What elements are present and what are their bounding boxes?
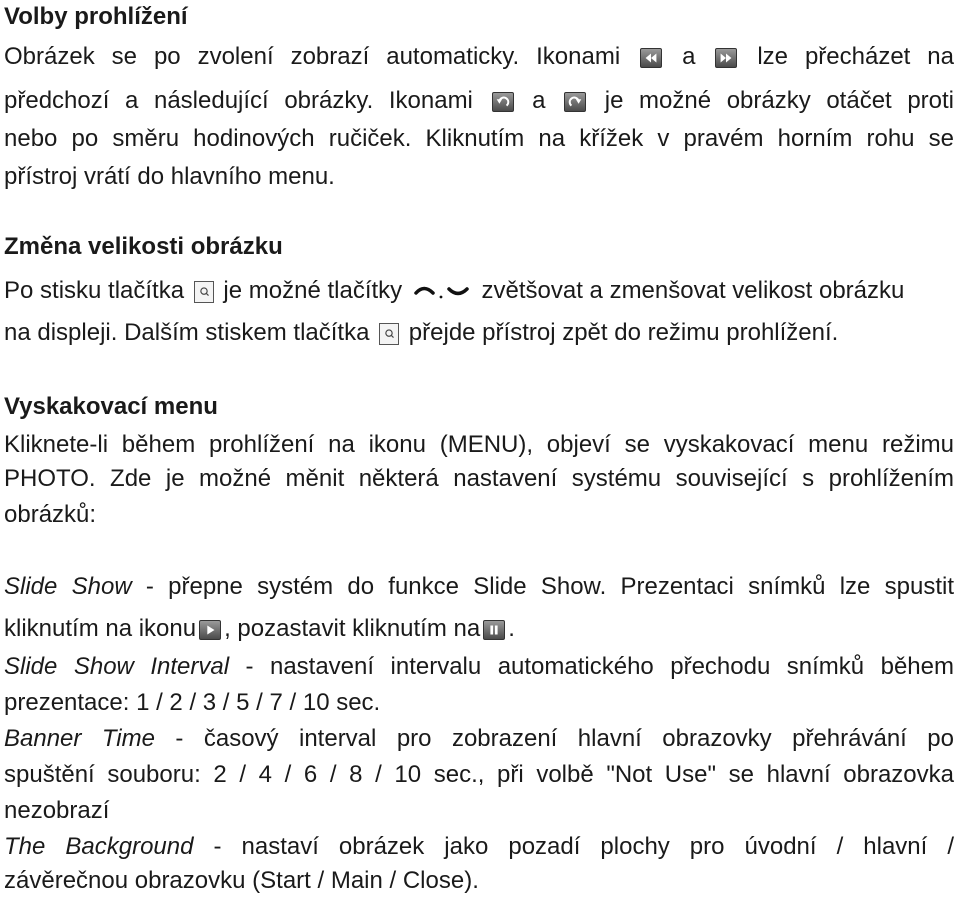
item-term: The Background xyxy=(4,833,194,860)
text-fragment: Obrázek se po zvolení zobrazí automaticky. Ikonami xyxy=(4,43,621,70)
paragraph-line xyxy=(4,42,954,72)
text-fragment: přejde přístroj zpět do režimu prohlížení. xyxy=(408,319,839,346)
paragraph-line: přístroj vrátí do hlavního menu. xyxy=(4,163,335,190)
item-slide-show-interval xyxy=(4,652,954,682)
zoom-icon xyxy=(379,323,399,345)
paragraph-line: nezobrazí xyxy=(4,797,110,824)
next-icon xyxy=(715,48,737,68)
text-fragment: a xyxy=(532,87,546,114)
item-text: - přepne systém do funkce Slide Show. Prezentaci snímků lze spustit xyxy=(131,573,954,600)
text-fragment: Po stisku tlačítka xyxy=(4,277,185,304)
item-text: - nastaví obrázek jako pozadí plochy pro úvodní / hlavní / xyxy=(193,833,955,860)
item-term: Banner Time xyxy=(4,725,155,752)
pause-icon xyxy=(483,620,505,640)
paragraph-line xyxy=(4,86,954,116)
item-term: Slide Show Interval xyxy=(4,653,230,680)
paragraph-line: Kliknete-li během prohlížení na ikonu (MENU), objeví se vyskakovací menu režimu xyxy=(4,431,954,458)
section-title-volby: Volby prohlížení xyxy=(4,3,188,30)
paragraph-line: obrázků: xyxy=(4,501,97,528)
text-fragment: je možné tlačítky xyxy=(223,277,403,304)
paragraph-line: PHOTO. Zde je možné měnit některá nastavení systému související s prohlížením xyxy=(4,465,954,492)
text-fragment: je možné obrázky otáčet proti xyxy=(604,87,955,114)
text-fragment: a xyxy=(682,43,696,70)
text-fragment: zvětšovat a zmenšovat velikost obrázku xyxy=(481,277,905,304)
text-fragment: na displeji. Dalším stiskem tlačítka xyxy=(4,319,370,346)
rotate-left-icon xyxy=(492,92,514,112)
section-title-zmena: Změna velikosti obrázku xyxy=(4,233,283,260)
paragraph-line xyxy=(4,614,954,644)
text-fragment: lze přecházet na xyxy=(757,43,954,70)
item-slide-show xyxy=(4,572,954,602)
previous-icon xyxy=(640,48,662,68)
up-down-arrows-icon xyxy=(413,279,471,299)
paragraph-line xyxy=(4,318,954,348)
rotate-right-icon xyxy=(564,92,586,112)
play-icon xyxy=(199,620,221,640)
item-term: Slide Show xyxy=(4,573,132,600)
item-text: - nastavení intervalu automatického přechodu snímků během xyxy=(229,653,954,680)
text-fragment: . xyxy=(508,615,515,642)
paragraph-line: spuštění souboru: 2 / 4 / 6 / 8 / 10 sec., při volbě "Not Use" se hlavní obrazovka xyxy=(4,761,954,788)
paragraph-line: závěrečnou obrazovku (Start / Main / Close). xyxy=(4,867,479,894)
paragraph-line: nebo po směru hodinových ručiček. Kliknutím na křížek v pravém horním rohu se xyxy=(4,125,954,152)
item-the-background xyxy=(4,832,954,862)
text-fragment: , pozastavit kliknutím na xyxy=(224,615,481,642)
item-text: - časový interval pro zobrazení hlavní obrazovky přehrávání po xyxy=(154,725,954,752)
paragraph-line xyxy=(4,276,954,306)
item-banner-time xyxy=(4,724,954,754)
section-title-menu: Vyskakovací menu xyxy=(4,393,218,420)
paragraph-line: prezentace: 1 / 2 / 3 / 5 / 7 / 10 sec. xyxy=(4,689,381,716)
zoom-icon xyxy=(194,281,214,303)
text-fragment: kliknutím na ikonu xyxy=(4,615,197,642)
text-fragment: předchozí a následující obrázky. Ikonami xyxy=(4,87,473,114)
